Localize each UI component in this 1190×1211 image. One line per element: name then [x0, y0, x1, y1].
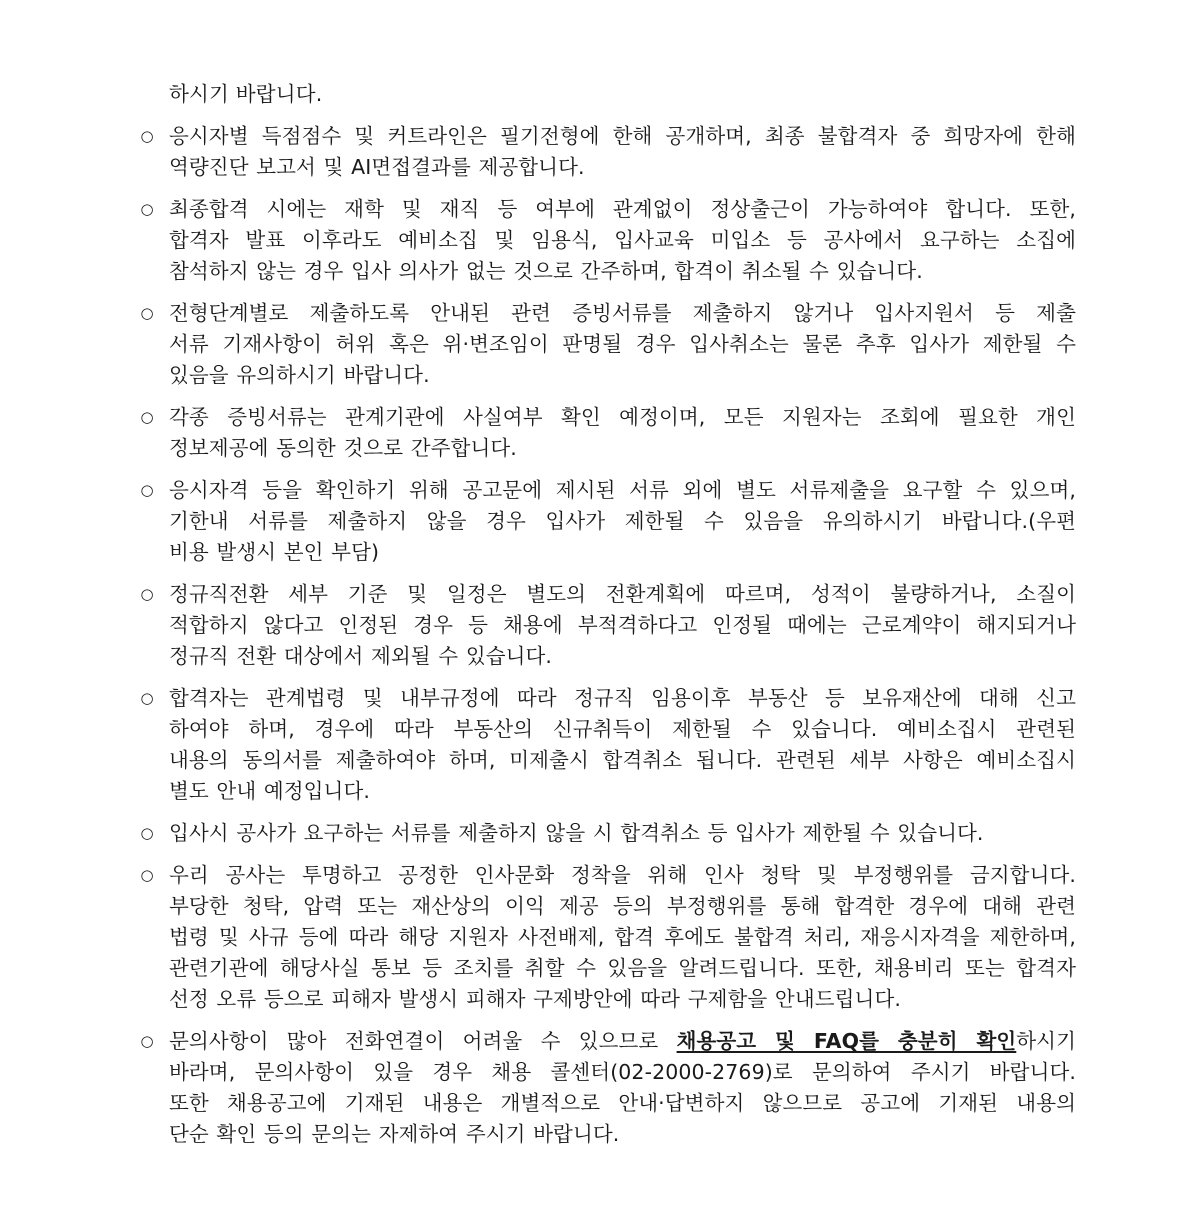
contact-text-before: 문의사항이 많아 전화연결이 어려울 수 있으므로 [169, 1029, 677, 1053]
notice-item-text [169, 475, 1076, 568]
notice-item [0, 298, 1190, 391]
notice-item-text [169, 683, 1076, 807]
notice-line: 있음을 유의하시기 바랍니다. [169, 363, 430, 387]
bullet-circle-icon: ○ [140, 481, 154, 499]
notice-list [0, 121, 1190, 1161]
bullet-circle-icon: ○ [140, 824, 154, 842]
notice-item [0, 683, 1190, 807]
notice-line: 비용 발생시 본인 부담) [169, 540, 380, 564]
notice-item-text [169, 818, 1076, 849]
notice-line: 응시자격 등을 확인하기 위해 공고문에 제시된 서류 외에 별도 서류제출을 요구할 수 있으며, [169, 478, 1076, 502]
notice-item [0, 121, 1190, 183]
notice-line: 우리 공사는 투명하고 공정한 인사문화 정착을 위해 인사 청탁 및 부정행위를 금지합니다. [169, 863, 1076, 887]
notice-line [169, 1026, 1076, 1057]
notice-line: 별도 안내 예정입니다. [169, 779, 370, 803]
notice-line: 기한내 서류를 제출하지 않을 경우 입사가 제한될 수 있음을 유의하시기 바랍니다.(우편 [169, 509, 1076, 533]
notice-item-text [169, 298, 1076, 391]
notice-line: 서류 기재사항이 허위 혹은 위·변조임이 판명될 경우 입사취소는 물론 추후 입사가 제한될 수 [169, 332, 1076, 356]
notice-item-text [169, 860, 1076, 1015]
notice-item [0, 194, 1190, 287]
bullet-circle-icon: ○ [140, 127, 154, 145]
notice-item [0, 475, 1190, 568]
bullet-circle-icon: ○ [140, 866, 154, 884]
bullet-circle-icon: ○ [140, 1032, 154, 1050]
faq-emphasis-text: 채용공고 및 FAQ를 충분히 확인 [676, 1029, 1017, 1053]
bullet-circle-icon: ○ [140, 200, 154, 218]
notice-item [0, 860, 1190, 1015]
notice-line: 입사시 공사가 요구하는 서류를 제출하지 않을 시 합격취소 등 입사가 제한될 수 있습니다. [169, 821, 984, 845]
notice-line: 또한 채용공고에 기재된 내용은 개별적으로 안내·답변하지 않으므로 공고에 기재된 내용의 [169, 1091, 1076, 1115]
notice-line: 적합하지 않다고 인정된 경우 등 채용에 부적격하다고 인정될 때에는 근로계약이 해지되거나 [169, 613, 1076, 637]
notice-line: 응시자별 득점점수 및 커트라인은 필기전형에 한해 공개하며, 최종 불합격자 중 희망자에 한해 [169, 124, 1076, 148]
notice-item-text [169, 121, 1076, 183]
notice-item [0, 818, 1190, 849]
contact-text-after: 하시기 [1016, 1029, 1076, 1053]
notice-line: 역량진단 보고서 및 AI면접결과를 제공합니다. [169, 155, 585, 179]
notice-item-text [169, 1026, 1076, 1150]
notice-line: 법령 및 사규 등에 따라 해당 지원자 사전배제, 합격 후에도 불합격 처리, 재응시자격을 제한하며, [169, 925, 1076, 949]
bullet-circle-icon: ○ [140, 585, 154, 603]
notice-line: 하여야 하며, 경우에 따라 부동산의 신규취득이 제한될 수 있습니다. 예비소집시 관련된 [169, 717, 1076, 741]
notice-line: 합격자는 관계법령 및 내부규정에 따라 정규직 임용이후 부동산 등 보유재산에 대해 신고 [169, 686, 1076, 710]
notice-line: 정규직 전환 대상에서 제외될 수 있습니다. [169, 644, 553, 668]
notice-item-text [169, 194, 1076, 287]
notice-line: 정규직전환 세부 기준 및 일정은 별도의 전환계획에 따르며, 성적이 불량하거나, 소질이 [169, 582, 1076, 606]
intro-continuation-line: 하시기 바랍니다. [169, 82, 323, 106]
notice-line: 최종합격 시에는 재학 및 재직 등 여부에 관계없이 정상출근이 가능하여야 합니다. 또한, [169, 197, 1076, 221]
notice-line: 합격자 발표 이후라도 예비소집 및 임용식, 입사교육 미입소 등 공사에서 요구하는 소집에 [169, 228, 1076, 252]
notice-line: 내용의 동의서를 제출하여야 하며, 미제출시 합격취소 됩니다. 관련된 세부 사항은 예비소집시 [169, 748, 1076, 772]
notice-item [0, 579, 1190, 672]
notice-item-contact [0, 1026, 1190, 1150]
notice-line: 관련기관에 해당사실 통보 등 조치를 취할 수 있음을 알려드립니다. 또한, 채용비리 또는 합격자 [169, 956, 1076, 980]
notice-item-text [169, 402, 1076, 464]
bullet-circle-icon: ○ [140, 304, 154, 322]
notice-item [0, 402, 1190, 464]
notice-line: 부당한 청탁, 압력 또는 재산상의 이익 제공 등의 부정행위를 통해 합격한 경우에 대해 관련 [169, 894, 1076, 918]
notice-line: 선정 오류 등으로 피해자 발생시 피해자 구제방안에 따라 구제함을 안내드립니다. [169, 987, 901, 1011]
notice-line: 참석하지 않는 경우 입사 의사가 없는 것으로 간주하며, 합격이 취소될 수 있습니다. [169, 259, 923, 283]
notice-line: 전형단계별로 제출하도록 안내된 관련 증빙서류를 제출하지 않거나 입사지원서 등 제출 [169, 301, 1076, 325]
notice-line: 바라며, 문의사항이 있을 경우 채용 콜센터(02-2000-2769)로 문의하여 주시기 바랍니다. [169, 1060, 1076, 1084]
bullet-circle-icon: ○ [140, 408, 154, 426]
notice-item-text [169, 579, 1076, 672]
bullet-circle-icon: ○ [140, 689, 154, 707]
notice-line: 정보제공에 동의한 것으로 간주합니다. [169, 436, 517, 460]
notice-line: 단순 확인 등의 문의는 자제하여 주시기 바랍니다. [169, 1122, 620, 1146]
notice-line: 각종 증빙서류는 관계기관에 사실여부 확인 예정이며, 모든 지원자는 조회에 필요한 개인 [169, 405, 1076, 429]
